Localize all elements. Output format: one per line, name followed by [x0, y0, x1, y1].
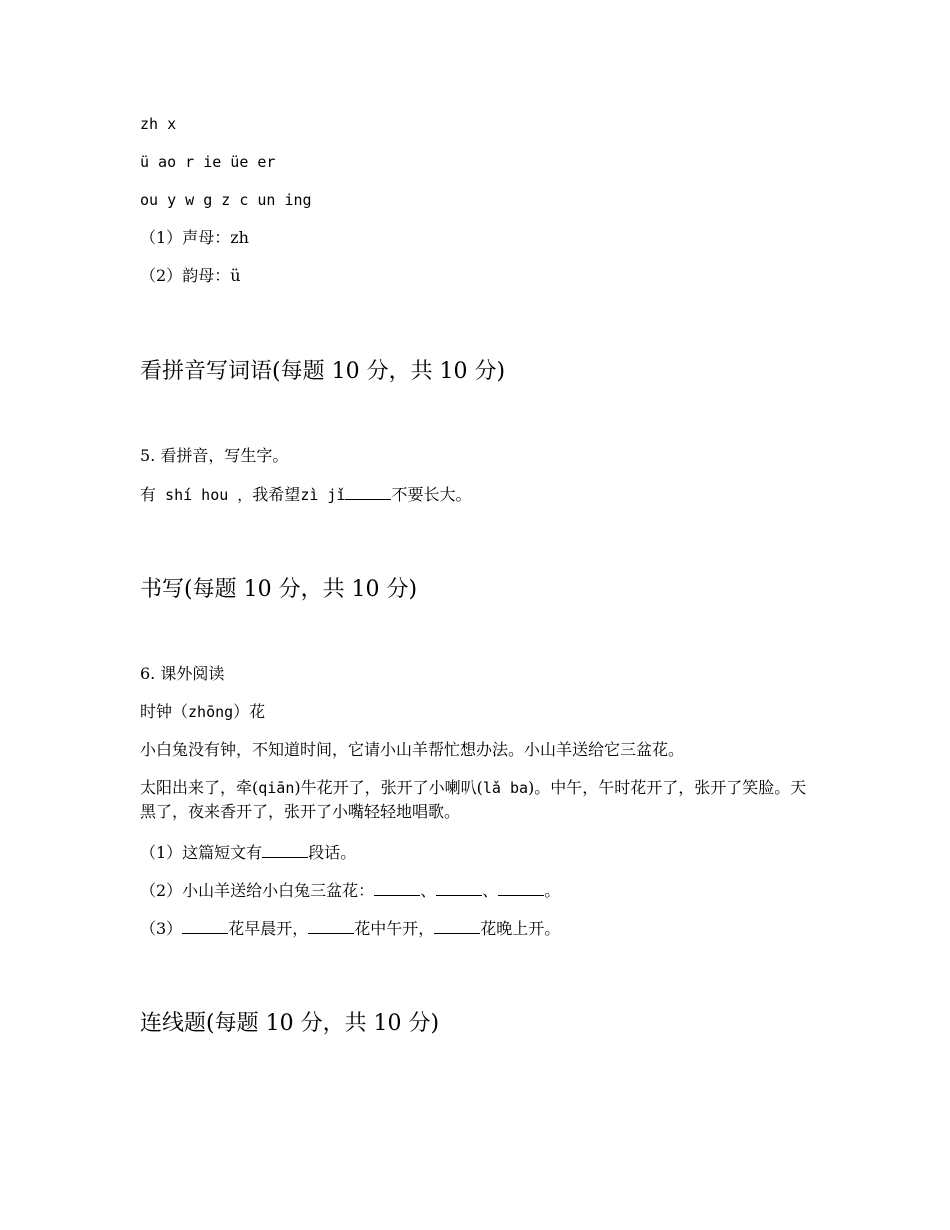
q6-sub-question-3 — [140, 917, 560, 940]
q5-text-1: 有 — [140, 485, 157, 504]
q6-sub2-text-a: （2）小山羊送给小白兔三盆花： — [140, 881, 375, 900]
q6-sub1-blank[interactable] — [262, 841, 308, 858]
q5-answer-blank[interactable] — [345, 483, 391, 500]
q6-sub2-sep-1: 、 — [420, 881, 437, 900]
answer-initials-number: （1） — [140, 228, 183, 247]
q6-sub3-blank-3[interactable] — [434, 917, 480, 934]
section-heading-matching: 连线题(每题 10 分，共 10 分) — [140, 1011, 440, 1036]
q6-sub2-blank-3[interactable] — [498, 879, 544, 896]
story-paragraph-1: 小白兔没有钟，不知道时间，它请小山羊帮忙想办法。小山羊送给它三盆花。 — [140, 740, 685, 759]
section-heading-pinyin-words: 看拼音写词语(每题 10 分，共 10 分) — [140, 359, 506, 384]
q6-sub2-sep-2: 、 — [482, 881, 499, 900]
q6-sub3-blank-1[interactable] — [182, 917, 228, 934]
q5-pinyin-2: zì jǐ — [300, 486, 346, 504]
q6-sub1-text-b: 段话。 — [308, 843, 357, 862]
q6-sub3-text-a: （3） — [140, 919, 183, 938]
answer-finals-text: 韵母：ü — [182, 266, 241, 285]
q6-sub3-blank-2[interactable] — [308, 917, 354, 934]
q6-sub-question-1 — [140, 841, 356, 864]
story-paragraph-2 — [140, 776, 820, 824]
story-title — [140, 701, 265, 723]
pinyin-line-3: ou y w g z c un ing — [140, 191, 312, 209]
q6-sub2-blank-2[interactable] — [436, 879, 482, 896]
answer-finals-number: （2） — [140, 266, 183, 285]
q5-text-3: 不要长大。 — [391, 485, 472, 504]
q6-sub2-blank-1[interactable] — [374, 879, 420, 896]
para2-text-b: )牛花开了，张开了小喇叭( — [294, 778, 483, 797]
story-title-part-a: 时钟（ — [140, 702, 189, 721]
question-5-title: 5. 看拼音，写生字。 — [140, 446, 289, 465]
para2-text-c: )。中午，午时花开了，张开了笑脸。天黑了，夜来香开了，张开了小嘴轻轻地唱歌。 — [140, 778, 807, 821]
q5-pinyin-1: shí hou ， — [156, 486, 253, 504]
story-title-part-b: ）花 — [233, 702, 266, 721]
pinyin-line-1: zh x — [140, 115, 177, 133]
q6-sub2-end: 。 — [544, 881, 561, 900]
answer-initials-text: 声母：zh — [182, 228, 249, 247]
q6-sub1-text-a: （1）这篇短文有 — [140, 843, 263, 862]
q6-sub-question-2 — [140, 879, 560, 902]
para2-pinyin-qian: qiān — [258, 779, 295, 797]
para2-pinyin-laba: lǎ ba — [482, 779, 529, 797]
question-6-title: 6. 课外阅读 — [140, 664, 225, 683]
q6-sub3-text-c: 花中午开， — [354, 919, 435, 938]
answer-finals — [140, 265, 241, 287]
question-5-sentence — [140, 483, 471, 506]
q6-sub3-text-d: 花晚上开。 — [480, 919, 561, 938]
q6-sub3-text-b: 花早晨开， — [228, 919, 309, 938]
pinyin-line-2: ü ao r ie üe er — [140, 153, 276, 171]
para2-text-a: 太阳出来了，牵( — [140, 778, 259, 797]
q5-text-2: 我希望 — [252, 485, 301, 504]
story-title-pinyin: zhōng — [188, 703, 234, 721]
section-heading-writing: 书写(每题 10 分，共 10 分) — [140, 577, 418, 602]
answer-initials — [140, 227, 249, 249]
